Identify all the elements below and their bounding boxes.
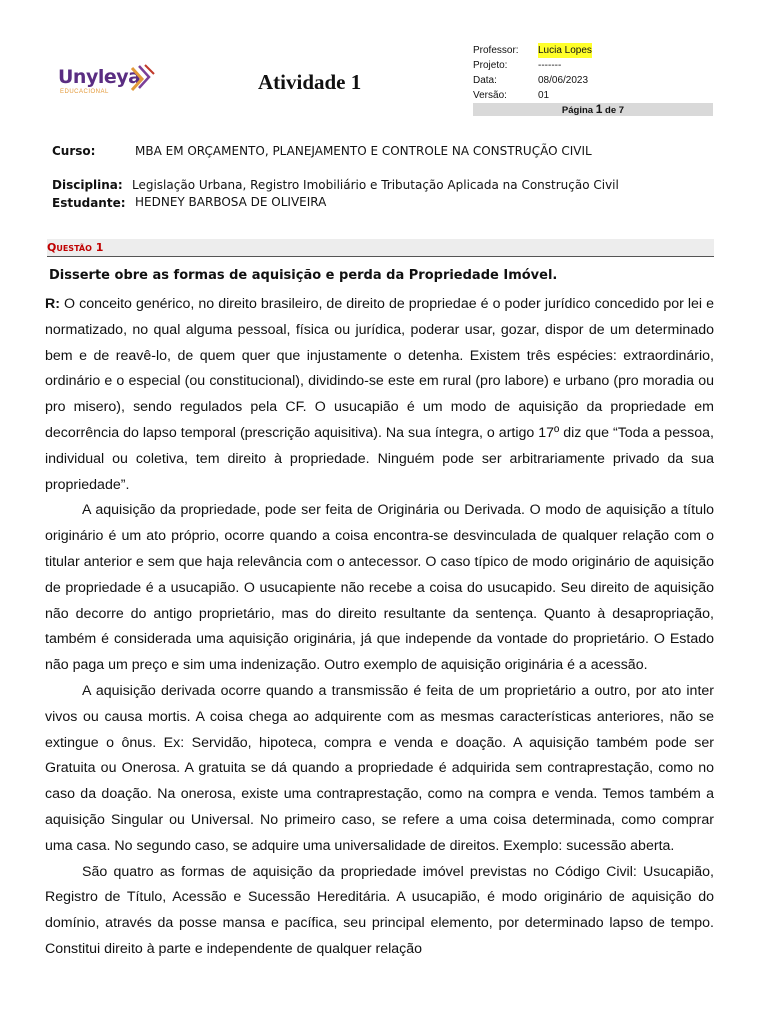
meta-projeto (473, 58, 592, 73)
question-text: Disserte obre as formas de aquisição e perda da Propriedade Imóvel. (49, 268, 558, 283)
document-meta (473, 43, 592, 103)
disciplina-value: Legislação Urbana, Registro Imobiliário e Tributação Aplicada na Construção Civil (132, 178, 619, 192)
meta-label: Versão: (473, 90, 507, 101)
page-indicator (473, 103, 713, 116)
page-prefix: Página (561, 105, 594, 116)
question-header-label: Questão 1 (47, 241, 104, 254)
disciplina-label: Disciplina: (52, 178, 123, 192)
brand-logo (58, 64, 158, 98)
answer-paragraph-3: A aquisição derivada ocorre quando a transmissão é feita de um proprietário a outro, por ato inter vivos ou causa mortis. A coisa chega ao adquirente com as mesmas características anteriores, não se extingue o ônus. Ex: Servidão, hipoteca, compra e venda e doação. A aquisição também pode ser Gratuita ou Onerosa. A gratuita se dá quando a propriedade é adquirida sem contraprestação, como no caso da doação. Na onerosa, existe uma contraprestação, como na compra e venda. Temos também a aquisição Singular ou Universal. No primeiro caso, se refere a uma coisa determinada, como comprar uma casa. No segundo caso, se adquire uma universalidade de direitos. Exemplo: sucessão aberta. (45, 682, 714, 854)
question-header (47, 239, 714, 257)
date-value: 08/06/2023 (538, 75, 589, 86)
version-value: 01 (538, 90, 550, 101)
meta-professor (473, 43, 592, 58)
answer-paragraph-4: São quatro as formas de aquisição da propriedade imóvel previstas no Código Civil: Usucapião, Registro de Título, Acessão e Sucessão Hereditária. A usucapião, é modo originário de aquisição do domínio, através da posse mansa e pacífica, seu principal elemento, por determinado lapso de tempo. Constitui direito à parte e independente de qualquer relação (45, 863, 714, 957)
professor-name: Lucia Lopes (538, 45, 592, 56)
page-suffix: de 7 (605, 105, 625, 116)
paragraph-text: O conceito genérico, no direito brasileiro, de direito de propriedae é o poder jurídico concedido por lei e normatizado, no qual alguma pessoal, física ou jurídica, poderar usar, gozar, dispor de um determinado bem e de reavê-lo, de quem quer que injustamente o detenha. Existem três espécies: extraordinário, ordinário e o especial (ou constitucional), dividindo-se este em rural (pro labore) e urbano (pro moradia ou pro misero), sendo regulados pela CF. O usucapião é um modo de aquisição da propriedade em decorrência do lapso temporal (prescrição aquisitiva). Na sua íntegra, o artigo 17º diz que “Toda a pessoa, individual ou coletiva, tem direito à propriedade. Ninguém pode ser arbitrariamente privado da sua propriedade”. (45, 296, 714, 493)
meta-versao (473, 88, 592, 103)
meta-label: Projeto: (473, 60, 508, 71)
answer-paragraph-1 (45, 292, 714, 498)
projeto-value: ------- (538, 60, 562, 71)
meta-data (473, 73, 592, 88)
logo-subtitle: EDUCACIONAL (60, 89, 109, 95)
chevron-logo-icon (130, 64, 156, 94)
curso-value: MBA EM ORÇAMENTO, PLANEJAMENTO E CONTROLE NA CONSTRUÇÃO CIVIL (135, 144, 592, 158)
meta-label: Professor: (473, 45, 519, 56)
page-number: 1 (595, 102, 603, 116)
meta-label: Data: (473, 75, 497, 86)
answer-label: R: (45, 296, 60, 312)
answer-body (45, 292, 714, 963)
document-title: Atividade 1 (258, 70, 362, 94)
curso-label: Curso: (52, 144, 96, 158)
estudante-value: HEDNEY BARBOSA DE OLIVEIRA (135, 195, 327, 209)
estudante-label: Estudante: (52, 196, 126, 210)
logo-wordmark: Unyleya (58, 66, 141, 88)
answer-paragraph-2: A aquisição da propriedade, pode ser feita de Originária ou Derivada. O modo de aquisição a título originário é um ato próprio, ocorre quando a coisa encontra-se desvinculada de qualquer relação com o titular anterior e sem que haja relevância com o antecessor. O caso típico de modo originário de aquisição de propriedade é a usucapião. O usucapiente não recebe a coisa do usucapido. Seu direito de aquisição não decorre do antigo proprietário, mas do direito resultante da sentença. Quanto à desapropriação, também é considerada uma aquisição originária, já que independe da vontade do proprietário. O Estado não paga um preço e sim uma indenização. Outro exemplo de aquisição originária é a acessão. (45, 502, 714, 674)
